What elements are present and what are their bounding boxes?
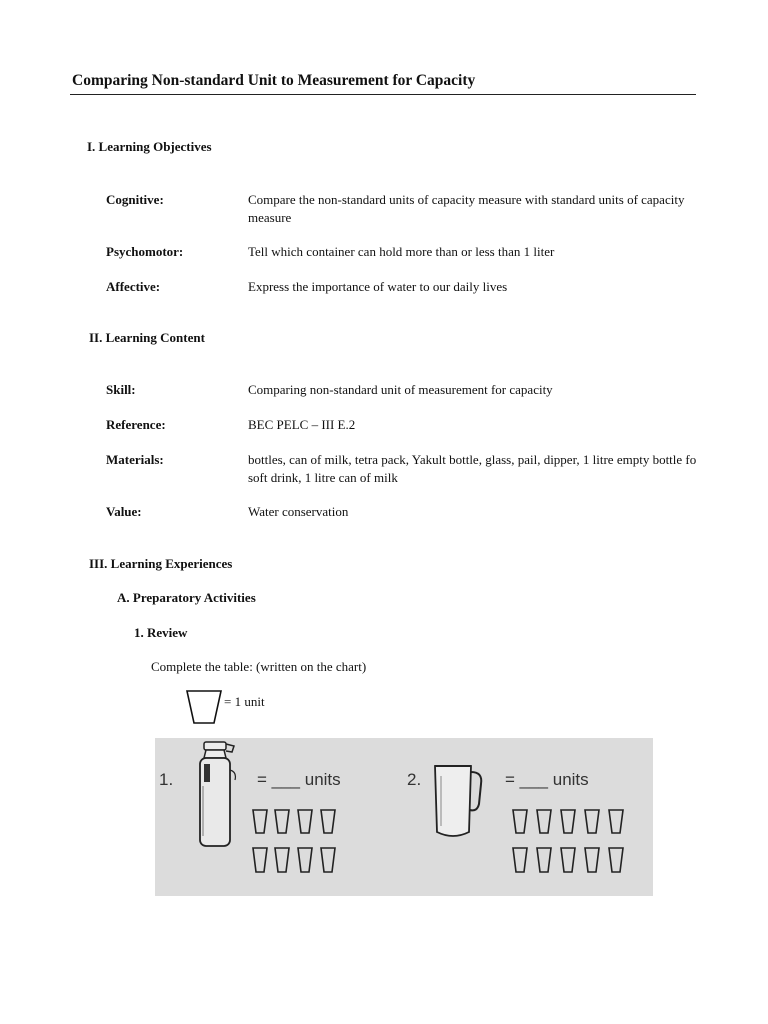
affective-label: Affective: bbox=[106, 279, 161, 294]
reference-label: Reference: bbox=[106, 417, 166, 432]
review-heading: 1. Review bbox=[134, 625, 188, 640]
value-value: Water conservation bbox=[248, 504, 349, 519]
section-objectives-heading: I. Learning Objectives bbox=[87, 139, 212, 154]
item-1-number: 1. bbox=[159, 770, 174, 789]
value-label: Value: bbox=[106, 504, 142, 519]
section-content-heading: II. Learning Content bbox=[89, 330, 205, 345]
review-chart-figure bbox=[155, 738, 653, 896]
pitcher-icon bbox=[431, 762, 485, 847]
unit-legend-text: = 1 unit bbox=[224, 694, 265, 709]
cognitive-value: Compare the non-standard units of capacity measure with standard units of capacity measure bbox=[248, 192, 685, 225]
document-title: Comparing Non-standard Unit to Measurement for Capacity bbox=[72, 72, 476, 89]
item-1-cups-grid bbox=[251, 808, 341, 878]
cognitive-label: Cognitive: bbox=[106, 192, 164, 207]
reference-value: BEC PELC – III E.2 bbox=[248, 417, 356, 432]
materials-value: bottles, can of milk, tetra pack, Yakult bottle, glass, pail, dipper, 1 litre empty bottle fo soft drink, 1 litre can of milk bbox=[248, 452, 697, 485]
preparatory-activities-heading: A. Preparatory Activities bbox=[117, 590, 256, 605]
instruction-text: Complete the table: (written on the chart) bbox=[151, 659, 367, 674]
thermos-jug-icon bbox=[195, 740, 237, 853]
item-1-units-text: = ___ units bbox=[257, 770, 341, 789]
item-2-cups-grid bbox=[511, 808, 631, 878]
psychomotor-label: Psychomotor: bbox=[106, 244, 184, 259]
skill-label: Skill: bbox=[106, 382, 136, 397]
title-underline bbox=[70, 94, 696, 95]
psychomotor-value: Tell which container can hold more than or less than 1 liter bbox=[248, 244, 555, 259]
item-2-units-text: = ___ units bbox=[505, 770, 589, 789]
affective-value: Express the importance of water to our daily lives bbox=[248, 279, 508, 294]
skill-value: Comparing non-standard unit of measurement for capacity bbox=[248, 382, 553, 397]
section-experiences-heading: III. Learning Experiences bbox=[89, 556, 233, 571]
cup-icon bbox=[185, 689, 223, 730]
materials-label: Materials: bbox=[106, 452, 164, 467]
item-2-number: 2. bbox=[407, 770, 422, 789]
